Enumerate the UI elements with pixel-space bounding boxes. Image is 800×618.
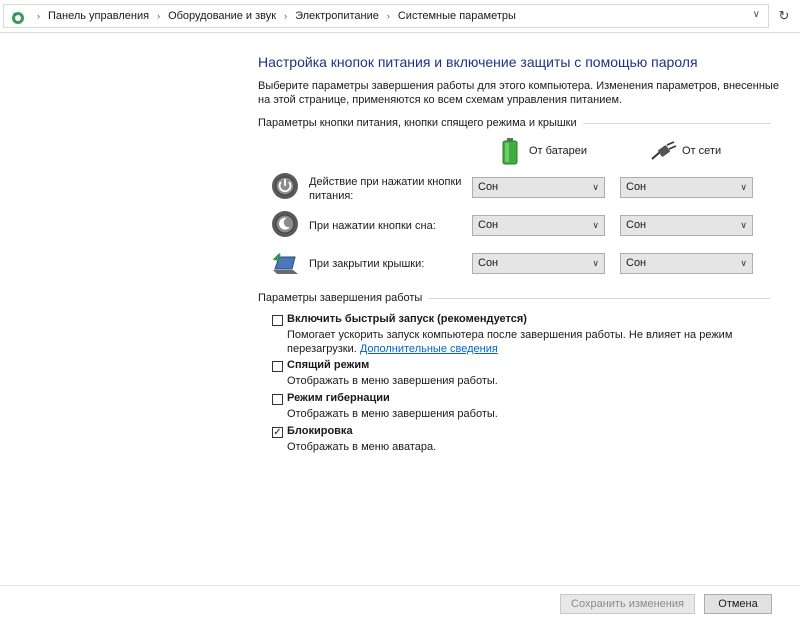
address-bar (0, 0, 800, 33)
hibernate-description: Отображать в меню завершения работы. (287, 408, 498, 420)
control-panel-icon (10, 9, 26, 25)
chevron-down-icon: ∨ (740, 258, 747, 268)
lock-label[interactable]: Блокировка (287, 425, 353, 437)
sleep-button-action-label: При нажатии кнопки сна: (309, 220, 436, 232)
divider (583, 123, 770, 124)
chevron-down-icon[interactable]: ∨ (752, 9, 760, 20)
footer-divider (0, 585, 800, 586)
sleep-checkbox[interactable] (272, 361, 283, 372)
select-value: Сон (626, 219, 647, 231)
power-button-icon (271, 172, 299, 200)
lid-close-battery-select[interactable] (472, 253, 605, 274)
sleep-button-ac-select[interactable] (620, 215, 753, 236)
chevron-down-icon: ∨ (740, 220, 747, 230)
battery-column-header (500, 137, 587, 165)
lock-description: Отображать в меню аватара. (287, 441, 437, 453)
hibernate-checkbox[interactable] (272, 394, 283, 405)
select-value: Сон (478, 219, 499, 231)
section-label: Параметры завершения работы (258, 292, 423, 304)
address-field[interactable] (3, 4, 769, 28)
chevron-down-icon: ∨ (592, 220, 599, 230)
breadcrumb-hardware-sound[interactable]: Оборудование и звук (168, 10, 277, 22)
cancel-button[interactable]: Отмена (704, 594, 772, 614)
checkmark-icon: ✓ (273, 427, 282, 438)
power-button-battery-select[interactable] (472, 177, 605, 198)
select-value: Сон (626, 181, 647, 193)
laptop-lid-icon (271, 248, 299, 276)
sleep-button-icon (271, 210, 299, 238)
select-value: Сон (478, 181, 499, 193)
more-info-link[interactable]: Дополнительные сведения (359, 343, 498, 355)
fast-startup-checkbox[interactable] (272, 315, 283, 326)
select-value: Сон (626, 257, 647, 269)
shutdown-section-header (258, 292, 770, 304)
ac-column-label: От сети (682, 145, 722, 157)
refresh-icon[interactable]: ↻ (778, 8, 790, 23)
sleep-description: Отображать в меню завершения работы. (287, 375, 498, 387)
save-button[interactable]: Сохранить изменения (560, 594, 695, 614)
chevron-right-icon: › (157, 11, 161, 21)
ac-column-header (650, 141, 721, 161)
lid-close-action-label: При закрытии крышки: (309, 258, 425, 270)
page-title: Настройка кнопок питания и включение защиты с помощью пароля (258, 54, 698, 70)
chevron-right-icon: › (37, 11, 40, 21)
chevron-right-icon: › (284, 11, 288, 21)
section-label: Параметры кнопки питания, кнопки спящего режима и крышки (258, 117, 577, 129)
power-buttons-section-header (258, 117, 770, 129)
fast-startup-description (287, 328, 757, 356)
sleep-label[interactable]: Спящий режим (287, 359, 370, 371)
hibernate-label[interactable]: Режим гибернации (287, 392, 390, 404)
breadcrumb (29, 10, 516, 22)
divider (428, 298, 770, 299)
chevron-down-icon: ∨ (592, 182, 599, 192)
power-button-ac-select[interactable] (620, 177, 753, 198)
breadcrumb-system-settings[interactable]: Системные параметры (397, 10, 516, 22)
chevron-down-icon: ∨ (740, 182, 747, 192)
fast-startup-label[interactable]: Включить быстрый запуск (рекомендуется) (287, 313, 527, 325)
breadcrumb-control-panel[interactable]: Панель управления (48, 10, 150, 22)
battery-column-label: От батареи (529, 145, 587, 157)
chevron-right-icon: › (386, 11, 390, 21)
lock-checkbox[interactable] (272, 427, 283, 438)
select-value: Сон (478, 257, 499, 269)
power-button-action-label: Действие при нажатии кнопки питания: (309, 176, 462, 202)
breadcrumb-power-options[interactable]: Электропитание (295, 10, 379, 22)
lid-close-ac-select[interactable] (620, 253, 753, 274)
sleep-button-battery-select[interactable] (472, 215, 605, 236)
chevron-down-icon: ∨ (592, 258, 599, 268)
power-plug-icon (650, 141, 678, 161)
battery-icon (500, 137, 520, 165)
fast-startup-desc-text: Помогает ускорить запуск компьютера после завершения работы. Не влияет на режим перезагрузки. (287, 329, 733, 355)
page-description: Выберите параметры завершения работы для этого компьютера. Изменения параметров, внесенные на этой странице, применяются ко всем схемам управления питанием. (258, 80, 779, 106)
